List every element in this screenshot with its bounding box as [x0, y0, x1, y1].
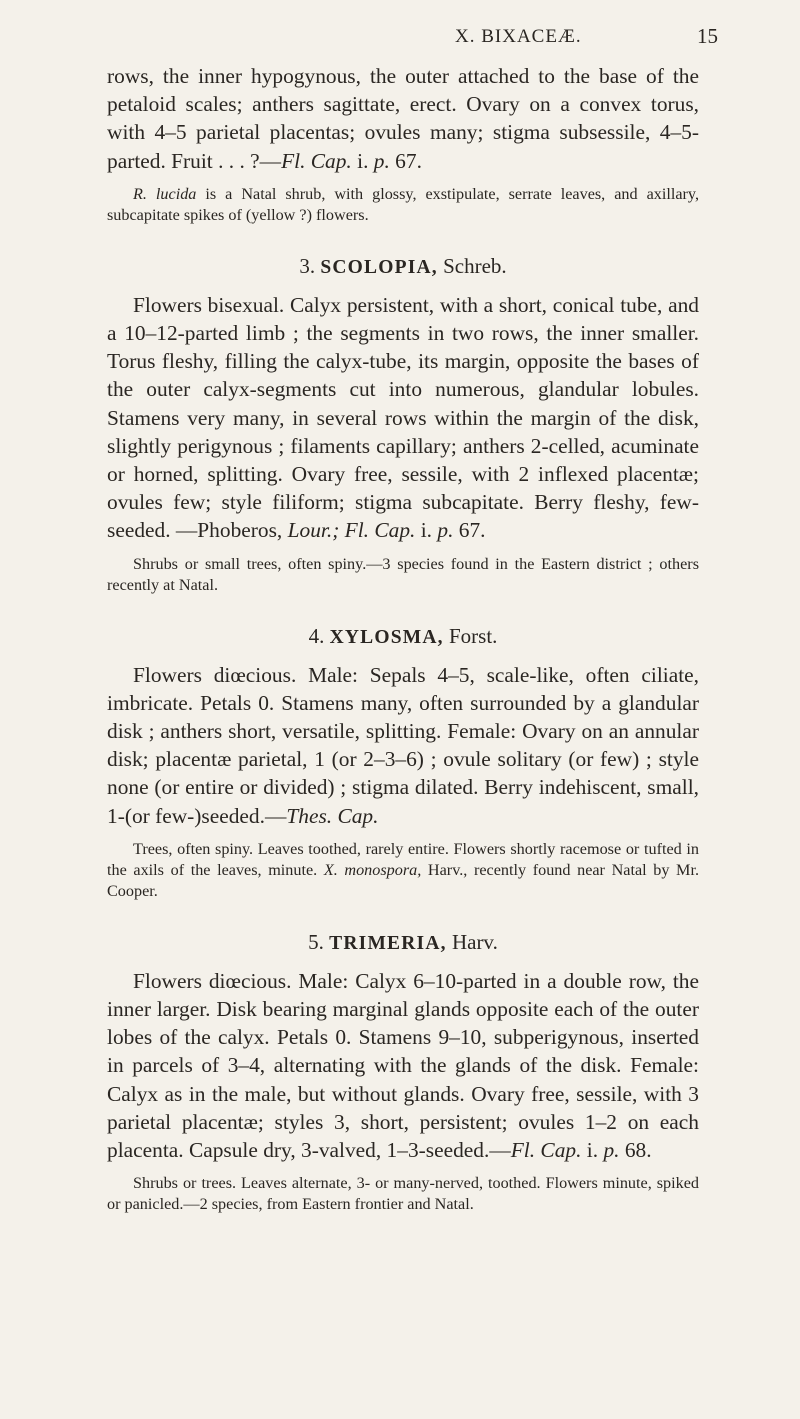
intro-ref-page: 67. [389, 148, 422, 173]
description-ref-p: p. [603, 1138, 620, 1163]
intro-text: rows, the inner hypogynous, the outer attached to the base of the petaloid scales; anthers sagittate, erect. Ovary on a convex torus, with 4–5 parietal placentas; ovules many; stigma subsessile, 4–5-parted. Fruit . . . ?— [107, 64, 699, 173]
genus-heading-xylosma [107, 624, 699, 649]
genus-number: 5. [308, 929, 324, 954]
note-species: X. monospora, [323, 860, 422, 879]
genus-author: Harv. [446, 929, 498, 954]
description-ref-p: p. [437, 518, 454, 543]
running-head: X. BIXACEÆ. [455, 26, 582, 47]
page-header [0, 26, 800, 60]
intro-paragraph [107, 62, 699, 175]
genus-number: 3. [299, 253, 316, 278]
genus-name: XYLOSMA, [329, 626, 444, 648]
genus-name: TRIMERIA, [329, 932, 447, 954]
genus-author: Schreb. [437, 253, 507, 278]
note-text: Trees, often spiny. Leaves toothed, rarely entire. Flowers shortly racemose or tufted in the axils of the leaves, minute. [107, 839, 699, 879]
description-ref-volume: i. [415, 518, 438, 543]
description-ref-page: 68. [619, 1138, 652, 1163]
genus-note-trimeria: Shrubs or trees. Leaves alternate, 3- or many-nerved, toothed. Flowers minute, spiked or panicled.—2 species, from Eastern frontier and Natal. [107, 1174, 699, 1214]
description-ref-volume: i. [581, 1138, 604, 1163]
description-ref-page: 67. [453, 518, 486, 543]
genus-description-xylosma [107, 661, 699, 830]
genus-description-scolopia [107, 291, 699, 545]
description-ref: Lour.; Fl. Cap. [287, 518, 416, 543]
description-ref: Fl. Cap. [510, 1138, 582, 1163]
intro-note-text: is a Natal shrub, with glossy, exstipulate, serrate leaves, and axillary, subcapitate spikes of (yellow ?) flowers. [107, 184, 699, 224]
note-text-end: Harv., recently found near Natal by Mr. Cooper. [107, 860, 699, 900]
genus-note-xylosma [107, 839, 699, 902]
genus-description-trimeria [107, 967, 699, 1164]
intro-note [107, 184, 699, 226]
genus-note-scolopia: Shrubs or small trees, often spiny.—3 species found in the Eastern district ; others recently at Natal. [107, 554, 699, 594]
page-number: 15 [697, 24, 718, 48]
description-text: Flowers diœcious. Male: Calyx 6–10-parted in a double row, the inner larger. Disk bearing marginal glands opposite each of the outer lobes of the calyx. Petals 0. Stamens 9–10, subperigynous, inserted in parcels of 3–4, alternating with the glands of the disk. Female: Calyx as in the male, but without glands. Ovary free, sessile, with 3 parietal placentæ; styles 3, short, persistent; ovules 1–2 on each placenta. Capsule dry, 3-valved, 1–3-seeded.— [107, 968, 699, 1163]
genus-number: 4. [308, 623, 325, 648]
intro-note-species: R. lucida [133, 184, 197, 203]
description-text: Flowers diœcious. Male: Sepals 4–5, scale-like, often ciliate, imbricate. Petals 0. Stamens many, often surrounded by a glandular disk ; anthers short, versatile, splitting. Female: Ovary on an annular disk; placentæ parietal, 1 (or 2–3–6) ; ovule solitary (or few) ; style none (or entire or divided) ; stigma dilated. Berry indehiscent, small, 1-(or few-)seeded.— [107, 662, 699, 828]
description-text: Flowers bisexual. Calyx persistent, with a short, conical tube, and a 10–12-parted limb ; the segments in two rows, the inner smaller. Torus fleshy, filling the calyx-tube, its margin, opposite the bases of the outer calyx-segments cut into numerous, glandular lobules. Stamens very many, in several rows within the margin of the disk, slightly perigynous ; filaments capillary; anthers 2-celled, acuminate or horned, splitting. Ovary free, sessile, with 2 inflexed placentæ; ovules few; style filiform; stigma subcapitate. Berry fleshy, few-seeded. —Phoberos, [107, 292, 699, 543]
page-content [107, 62, 699, 1215]
description-ref: Thes. Cap. [286, 803, 379, 828]
genus-heading-trimeria [107, 930, 699, 955]
intro-ref: Fl. Cap. [281, 148, 352, 173]
genus-heading-scolopia [107, 254, 699, 279]
genus-name: SCOLOPIA, [320, 256, 438, 278]
genus-author: Forst. [443, 623, 498, 648]
intro-ref-volume: i. [351, 148, 374, 173]
intro-ref-p: p. [373, 148, 390, 173]
